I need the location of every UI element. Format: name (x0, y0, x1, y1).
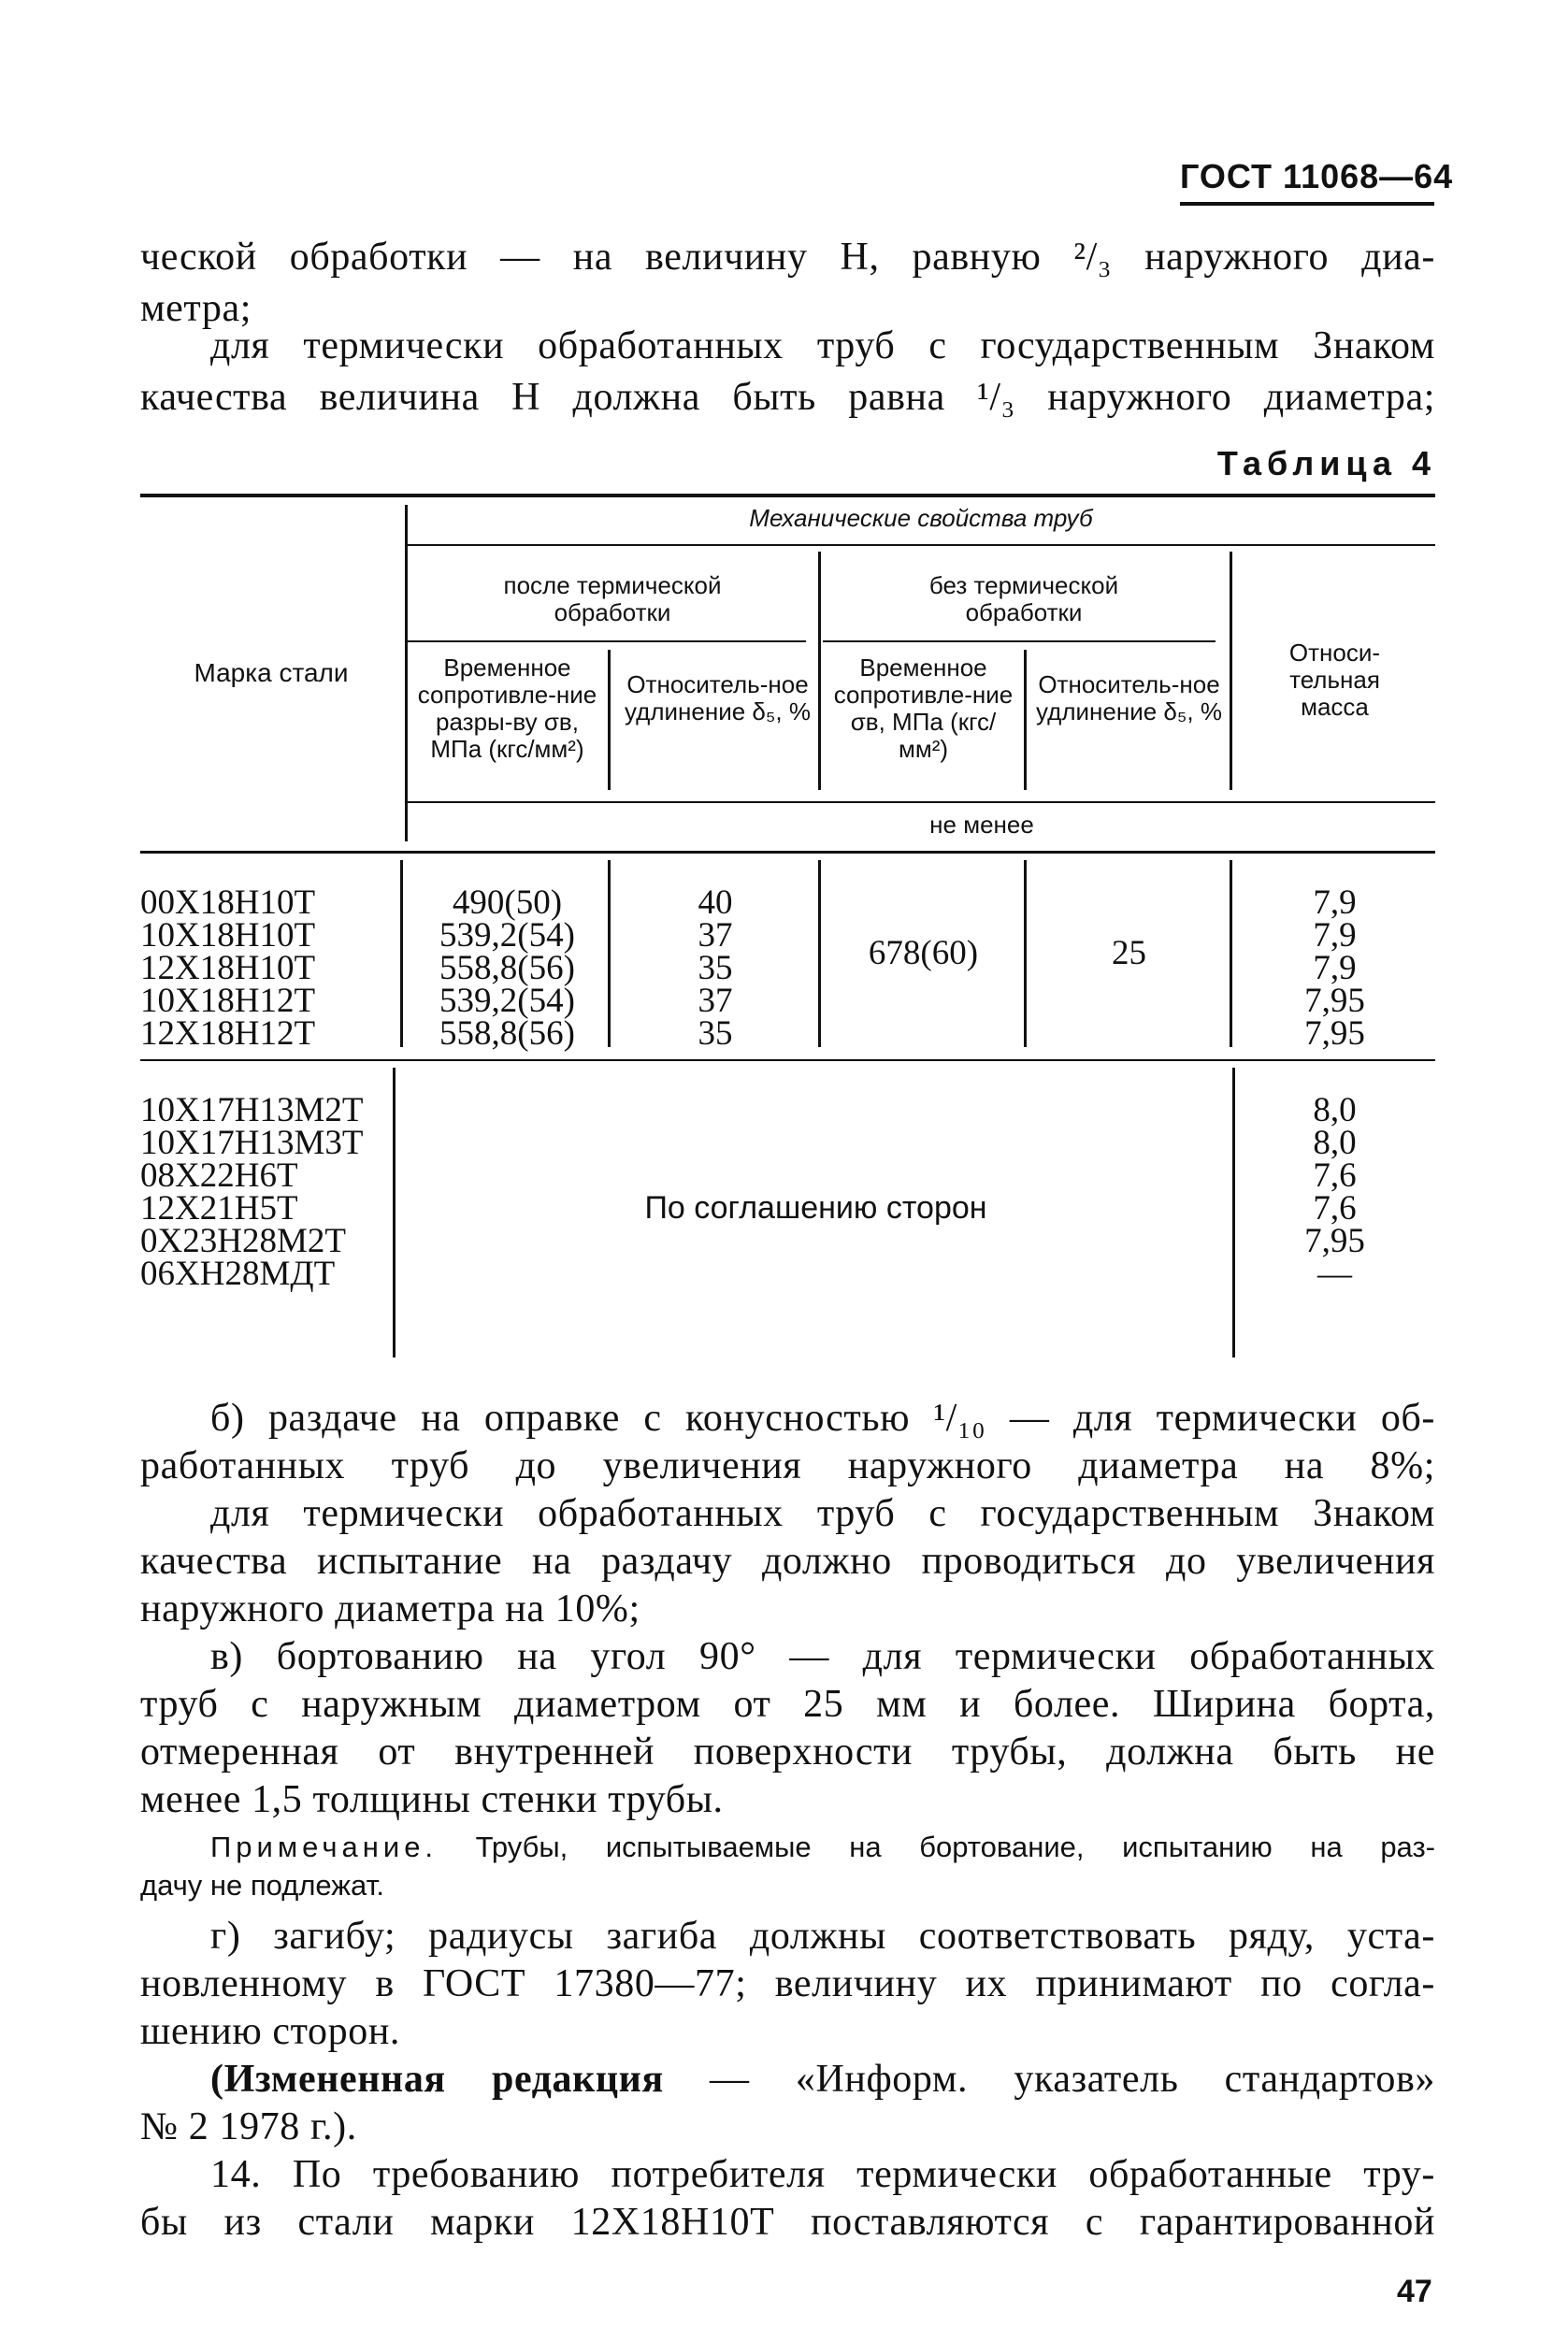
header-elongation-no-heat: Относитель-ное удлинение δ₅, % (1036, 670, 1222, 725)
elongation-value: 37 (698, 982, 733, 1020)
steel-grade: 12Х21Н5Т (140, 1189, 298, 1228)
note-line (210, 1828, 1435, 1866)
steel-grade: 0Х23Н28М2Т (140, 1222, 346, 1260)
steel-grade: 10Х18Н12Т (140, 982, 316, 1020)
page-number: 47 (1397, 2274, 1432, 2309)
paragraph-line: 14. По требованию потребителя термически обработанные тру- (210, 2153, 1435, 2196)
table-vrule (393, 1068, 396, 1357)
tensile-value: 539,2(54) (439, 982, 575, 1020)
paragraph-line: ческой обработки — на величину H, равную ²/₃ наружного диа- (140, 236, 1435, 279)
tensile-value: 558,8(56) (439, 1014, 575, 1053)
steel-grade-column (140, 1091, 393, 1293)
paragraph-line: шению сторон. (140, 2010, 401, 2053)
elongation-value: 35 (698, 949, 733, 987)
header-without-heat: без термической обработки (928, 571, 1119, 626)
table-vrule (608, 650, 611, 790)
mass-value: 7,95 (1304, 982, 1365, 1020)
table-vrule (1230, 552, 1232, 790)
steel-grade: 10Х18Н10Т (140, 916, 316, 955)
table-vrule (405, 505, 408, 841)
mass-value: 7,9 (1313, 883, 1357, 922)
table-vrule (1230, 860, 1232, 1047)
mass-value: 7,6 (1313, 1189, 1357, 1228)
paragraph-line: качества испытание на раздачу должно проводиться до увеличения (140, 1540, 1435, 1583)
table-vrule (818, 552, 821, 790)
mass-value: 8,0 (1313, 1124, 1357, 1162)
paragraph-line: качества величина H должна быть равна ¹/₃ наружного диаметра; (140, 376, 1435, 419)
steel-grade: 08Х22Н6Т (140, 1156, 298, 1195)
mass-value: — (1317, 1255, 1352, 1293)
steel-grade: 12Х18Н10Т (140, 949, 316, 987)
paragraph-line: метра; (140, 287, 252, 330)
amendment-bold: (Измененная редакция (210, 2058, 664, 2101)
note-label: Примечание. (210, 1831, 439, 1863)
table-rule (407, 544, 1435, 546)
table-rule (823, 640, 1216, 642)
elongation-value: 40 (698, 883, 733, 922)
elongation-value: 35 (698, 1014, 733, 1053)
mass-column (1244, 1091, 1426, 1293)
table-rule (407, 640, 806, 642)
paragraph-line: труб с наружным диаметром от 25 мм и более. Ширина борта, (140, 1683, 1435, 1726)
tensile-value: 490(50) (452, 883, 563, 922)
paragraph-line: в) бортованию на угол 90° — для термически обработанных (210, 1635, 1435, 1678)
table-vrule (1024, 860, 1027, 1047)
header-underline (1180, 202, 1434, 206)
table-rule (407, 801, 1435, 803)
table-caption: Таблица 4 (1216, 444, 1436, 482)
steel-grade: 06ХН28МДТ (140, 1255, 336, 1293)
steel-grade: 12Х18Н12Т (140, 1014, 316, 1053)
paragraph-line: новленному в ГОСТ 17380—77; величину их принимают по согла- (140, 1962, 1435, 2005)
amendment-rest: — «Информ. указатель стандартов» (663, 2058, 1435, 2101)
mass-value: 7,6 (1313, 1156, 1357, 1195)
paragraph-line: для термически обработанных труб с государственным Знаком (210, 324, 1435, 367)
steel-grade: 10Х17Н13М2Т (140, 1091, 364, 1129)
mass-value: 7,9 (1313, 949, 1357, 987)
steel-grade: 00Х18Н10Т (140, 883, 316, 922)
mass-value: 7,9 (1313, 916, 1357, 955)
steel-grade: 10Х17Н13М3Т (140, 1124, 364, 1162)
elongation-column (617, 883, 813, 1053)
paragraph-line: для термически обработанных труб с государственным Знаком (210, 1492, 1435, 1535)
header-mech-properties: Механические свойства труб (749, 504, 1093, 532)
tensile-column (411, 883, 603, 1053)
paragraph-line: бы из стали марки 12Х18Н10Т поставляются с гарантированной (140, 2201, 1435, 2244)
mass-value: 7,95 (1304, 1014, 1365, 1053)
table-vrule (818, 860, 821, 1047)
table-vrule (400, 860, 403, 1047)
note-text: Трубы, испытываемые на бортование, испытанию на раз- (475, 1831, 1435, 1863)
header-tensile-no-heat: Временное сопротивле-ние σв, МПа (кгс/мм²) (833, 653, 1014, 763)
paragraph-line: менее 1,5 толщины стенки трубы. (140, 1778, 724, 1821)
steel-grade-column (140, 883, 393, 1053)
elongation-no-heat-value: 25 (1112, 934, 1146, 972)
agreement-text: По соглашению сторон (644, 1190, 987, 1226)
header-steel-grade: Марка стали (194, 658, 349, 687)
document-header: ГОСТ 11068—64 (1180, 157, 1454, 195)
mass-value: 8,0 (1313, 1091, 1357, 1129)
note-line: дачу не подлежат. (140, 1869, 384, 1902)
tensile-value: 539,2(54) (439, 916, 575, 955)
table-header-bottom-rule (140, 851, 1435, 854)
paragraph-line: г) загибу; радиусы загиба должны соответствовать ряду, уста- (210, 1915, 1435, 1958)
paragraph-line: б) раздаче на оправке с конусностью ¹/₁₀ — для термически об- (210, 1397, 1435, 1440)
header-after-heat: после термической обработки (503, 571, 722, 626)
paragraph-line: работанных труб до увеличения наружного диаметра на 8%; (140, 1444, 1435, 1487)
header-min: не менее (929, 811, 1034, 839)
header-elongation-heat: Относитель-ное удлинение δ₅, % (625, 670, 811, 725)
tensile-value: 558,8(56) (439, 949, 575, 987)
header-relative-mass: Относи-тельная масса (1288, 639, 1381, 721)
mass-value: 7,95 (1304, 1222, 1365, 1260)
table-vrule (1024, 650, 1027, 790)
paragraph-line: № 2 1978 г.). (140, 2105, 357, 2148)
table-group-rule (140, 1059, 1435, 1061)
paragraph-line: наружного диаметра на 10%; (140, 1587, 640, 1630)
paragraph-line (210, 2054, 1435, 2105)
table-top-rule (140, 494, 1435, 497)
header-tensile-heat: Временное сопротивле-ние разры-ву σв, МПа (кгс/мм²) (417, 653, 597, 763)
table-vrule (1232, 1068, 1235, 1357)
mass-column (1244, 883, 1426, 1053)
elongation-value: 37 (698, 916, 733, 955)
tensile-no-heat-value: 678(60) (868, 934, 979, 972)
paragraph-line: отмеренная от внутренней поверхности трубы, должна быть не (140, 1731, 1435, 1774)
table-vrule (608, 860, 611, 1047)
